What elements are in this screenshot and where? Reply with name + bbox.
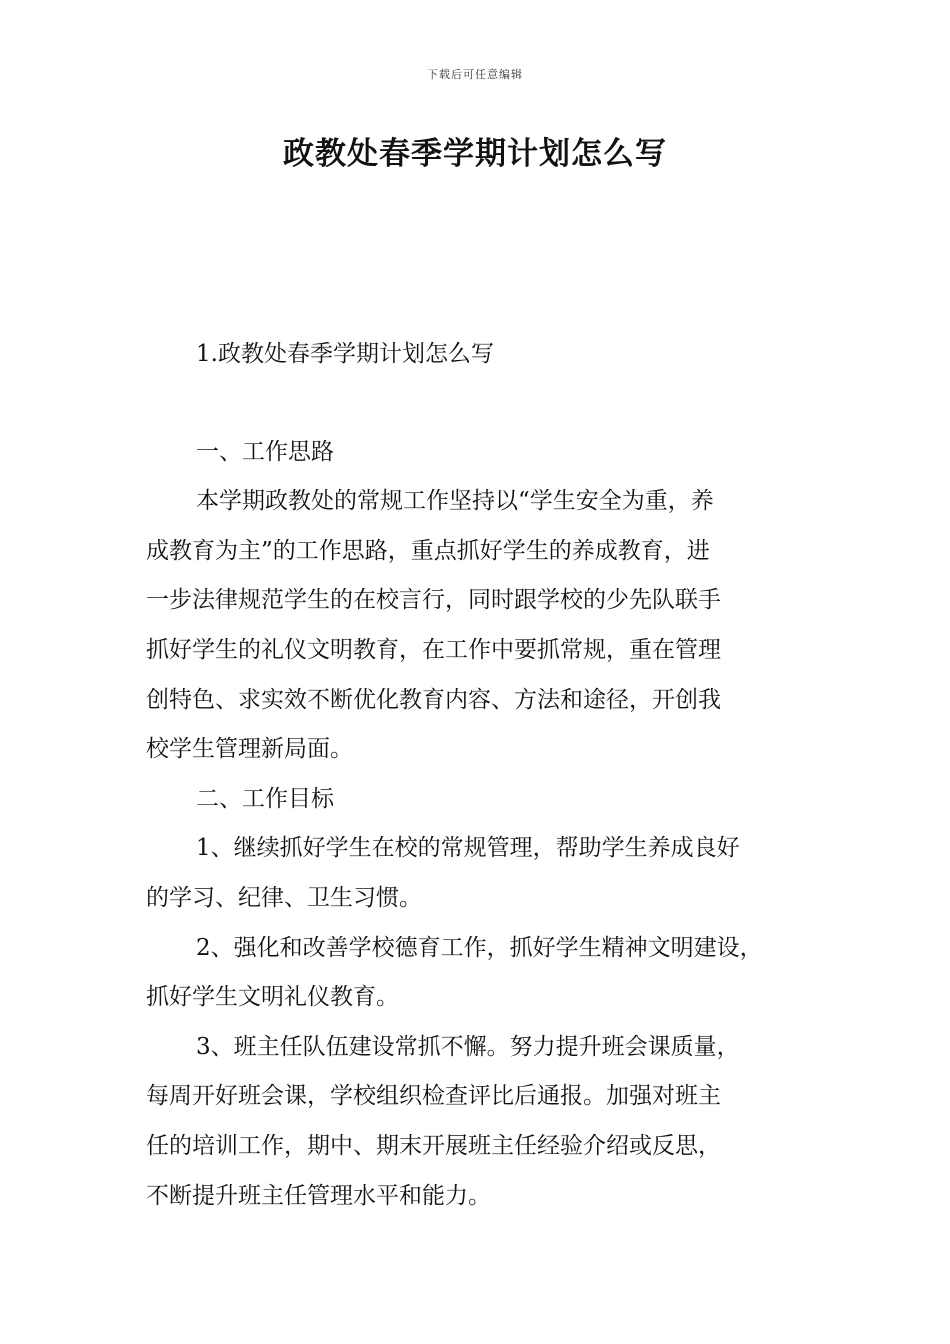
paragraph-line: 每周开好班会课，学校组织检查评比后通报。加强对班主 — [146, 1083, 721, 1110]
section-heading: 一、工作思路 — [196, 438, 334, 465]
paragraph-line: 一步法律规范学生的在校言行，同时跟学校的少先队联手 — [146, 587, 721, 614]
paragraph-line: 1、继续抓好学生在校的常规管理，帮助学生养成良好 — [196, 835, 740, 862]
paragraph-line: 校学生管理新局面。 — [146, 736, 353, 763]
paragraph-line: 创特色、求实效不断优化教育内容、方法和途径，开创我 — [146, 686, 721, 713]
paragraph-line: 抓好学生文明礼仪教育。 — [146, 984, 399, 1011]
section-heading: 二、工作目标 — [196, 785, 334, 812]
paragraph-line: 成教育为主”的工作思路，重点抓好学生的养成教育，进 — [146, 537, 710, 564]
paragraph-line: 3、班主任队伍建设常抓不懈。努力提升班会课质量， — [196, 1033, 740, 1060]
paragraph-line: 任的培训工作，期中、期末开展班主任经验介绍或反思， — [146, 1132, 721, 1159]
spacer — [146, 380, 826, 428]
paragraph-line: 抓好学生的礼仪文明教育，在工作中要抓常规，重在管理 — [146, 636, 721, 663]
paragraph-line: 不断提升班主任管理水平和能力。 — [146, 1182, 491, 1209]
header-note: 下载后可任意编辑 — [427, 68, 523, 81]
document-body — [146, 330, 826, 1221]
document-title: 政教处春季学期计划怎么写 — [283, 136, 667, 172]
paragraph-line: 本学期政教处的常规工作坚持以“学生安全为重，养 — [196, 488, 714, 515]
paragraph-line: 2、强化和改善学校德育工作，抓好学生精神文明建设， — [196, 934, 763, 961]
paragraph-line: 的学习、纪律、卫生习惯。 — [146, 884, 422, 911]
section-heading: 1.政教处春季学期计划怎么写 — [196, 341, 494, 367]
